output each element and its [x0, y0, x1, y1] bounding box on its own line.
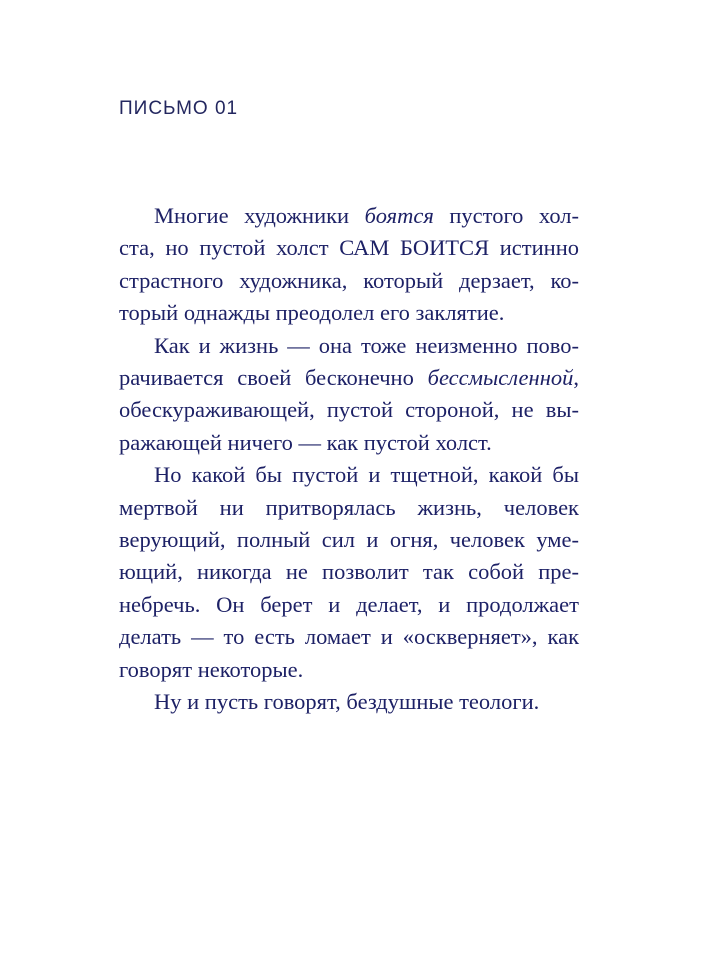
text-line: Ну и пусть говорят, бездушные теологи. [154, 689, 540, 715]
paragraph-3 [119, 459, 579, 686]
text-line: ста, но пустой холст САМ БОИТСЯ истинно [119, 235, 579, 261]
paragraph-4 [119, 686, 579, 718]
text-line: небречь. Он берет и делает, и продолжает [119, 591, 579, 617]
chapter-heading: ПИСЬМО 01 [119, 98, 239, 119]
text-line: Многие художники боятся пустого хол- [154, 203, 580, 228]
text-line: Но какой бы пустой и тщетной, какой бы [154, 462, 579, 488]
emphasis-text: бессмысленной [427, 365, 574, 391]
text-line: говорят некоторые. [119, 656, 304, 682]
paragraph-1 [119, 200, 579, 330]
text-line: делать — то есть ломает и «оскверняет», как [119, 624, 579, 650]
text-line: ющий, никогда не позволит так собой пре- [119, 559, 579, 585]
text-line: Как и жизнь — она тоже неизменно пово- [154, 332, 579, 358]
text-line: мертвой ни притворялась жизнь, человек [119, 494, 579, 520]
text-line: рачивается своей бесконечно бессмысленной, [119, 365, 579, 391]
text-line: торый однажды преодолел его заклятие. [119, 300, 505, 326]
text-line: обескураживающей, пустой стороной, не вы- [119, 397, 579, 423]
body-text [119, 200, 579, 719]
text-line: ражающей ничего — как пустой холст. [119, 429, 492, 455]
text-line: страстного художника, который дерзает, ко- [119, 267, 579, 293]
text-line: верующий, полный сил и огня, человек уме- [119, 527, 579, 553]
emphasis-text: боятся [364, 203, 434, 228]
paragraph-2 [119, 330, 579, 460]
